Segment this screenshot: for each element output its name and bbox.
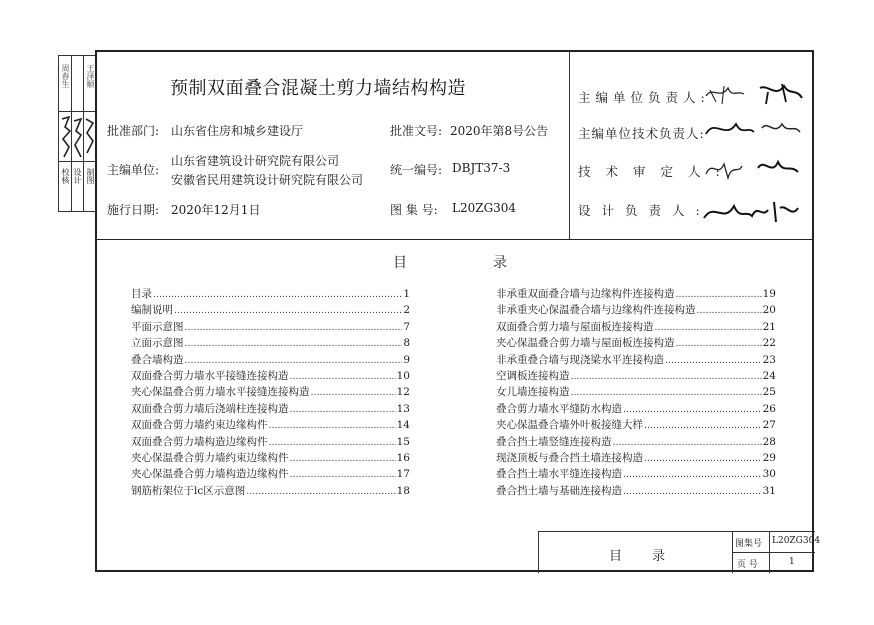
toc-leader-dots (290, 470, 396, 480)
toc-entry-page: 7 (403, 320, 410, 333)
toc-entry-page: 26 (762, 402, 776, 415)
side-label-1: 校核 (61, 168, 70, 184)
toc-entry (131, 368, 410, 382)
toc-leader-dots (623, 470, 762, 480)
toc-leader-dots (623, 487, 762, 497)
toc-entry-label: 夹心保温叠合剪力墙构造边缘构件 (131, 468, 289, 481)
toc-entry (496, 335, 776, 349)
toc-entry (496, 466, 776, 480)
toc-entry-page: 14 (396, 419, 410, 432)
title-block-atlas-value: L20ZG304 (772, 536, 821, 546)
toc-leader-dots (269, 421, 396, 431)
toc-entry-page: 19 (762, 288, 776, 300)
toc-entry (496, 483, 776, 497)
toc-leader-dots (185, 323, 403, 333)
side-signature-scribble (59, 113, 96, 163)
toc-entry (496, 417, 776, 431)
toc-entry (131, 434, 410, 448)
toc-entry-label: 平面示意图 (131, 320, 184, 333)
toc-entry (131, 286, 410, 300)
toc-entry-label: 双面叠合剪力墙后浇端柱连接构造 (131, 402, 289, 415)
toc-entry-label: 目录 (131, 288, 152, 300)
toc-entry (496, 401, 776, 415)
toc-entry-page: 15 (396, 435, 410, 448)
toc-entry-page: 2 (403, 304, 410, 317)
editor-unit-label: 主编单位: (107, 163, 160, 177)
toc-entry-page: 29 (762, 452, 776, 464)
sig-label-design: 设计负责人: (578, 203, 711, 218)
toc-leader-dots (246, 487, 395, 497)
effective-label: 施行日期: (107, 203, 160, 217)
title-block-page-value: 1 (789, 557, 795, 567)
toc-entry-page: 30 (762, 468, 776, 481)
toc-entry (496, 384, 776, 398)
toc-entry-label: 夹心保温叠合剪力墙水平接缝连接构造 (131, 386, 310, 399)
effective-date: 2020年12月1日 (171, 203, 261, 217)
toc-entry (131, 335, 410, 349)
toc-entry-label: 叠合挡土墙竖缝连接构造 (496, 435, 612, 448)
toc-entry-label: 非承重双面叠合墙与边缘构件连接构造 (496, 288, 675, 300)
signature-image (702, 78, 812, 238)
title-block-atlas-label: 图集号 (735, 539, 763, 549)
toc-leader-dots (269, 438, 396, 448)
toc-leader-dots (290, 372, 396, 382)
side-strip (58, 55, 96, 212)
toc-entry-label: 夹心保温叠合剪力墙与屋面板连接构造 (496, 337, 675, 350)
toc-heading-right: 录 (493, 255, 509, 271)
toc-entry-label: 立面示意图 (131, 337, 184, 350)
toc-entry (131, 417, 410, 431)
toc-entry-label: 夹心保温叠合墙外叶板接缝大样 (496, 419, 643, 432)
unified-no: DBJT37-3 (452, 161, 511, 175)
toc-entry-label: 女儿墙连接构造 (496, 386, 570, 399)
toc-entry-page: 27 (762, 419, 776, 432)
toc-entry-page: 20 (762, 304, 776, 317)
toc-entry (131, 401, 410, 415)
toc-entry-label: 叠合挡土墙水平缝连接构造 (496, 468, 622, 481)
toc-leader-dots (676, 339, 762, 349)
toc-leader-dots (290, 405, 396, 415)
side-name-1: 周春生 (61, 64, 70, 88)
toc-leader-dots (697, 306, 762, 316)
toc-entry (131, 319, 410, 333)
toc-entry-label: 叠合剪力墙水平缝防水构造 (496, 402, 622, 415)
toc-entry (496, 352, 776, 366)
toc-entry (496, 368, 776, 382)
toc-entry (496, 302, 776, 316)
toc-entry-page: 28 (762, 435, 776, 448)
sig-label-chief-unit: 主编单位负责人: (578, 90, 710, 105)
editor-unit-1: 山东省建筑设计研究院有限公司 (171, 154, 340, 168)
toc-entry-label: 钢筋桁架位于lc区示意图 (131, 484, 246, 497)
toc-entry-label: 叠合墙构造 (131, 353, 184, 366)
approval-dept-label: 批准部门: (107, 124, 160, 138)
toc-entry (131, 352, 410, 366)
toc-leader-dots (571, 372, 762, 382)
toc-leader-dots (290, 454, 396, 464)
toc-entry (131, 384, 410, 398)
toc-leader-dots (311, 388, 396, 398)
toc-entry-page: 24 (762, 370, 776, 382)
toc-entry-label: 现浇顶板与叠合挡土墙连接构造 (496, 452, 643, 464)
toc-entry-label: 双面叠合剪力墙水平接缝连接构造 (131, 370, 289, 382)
atlas-no-label: 图 集 号: (390, 203, 438, 217)
toc-entry-label: 双面叠合剪力墙与屋面板连接构造 (496, 320, 654, 333)
sig-label-chief-tech: 主编单位技术负责人: (578, 126, 705, 141)
toc-entry-page: 10 (396, 370, 410, 382)
toc-entry-page: 12 (396, 386, 410, 399)
header-bottom-rule (95, 239, 814, 240)
title-block-sheet-title-1: 目 (609, 549, 623, 564)
toc-leader-dots (153, 290, 402, 300)
toc-entry (496, 434, 776, 448)
toc-entry-page: 23 (762, 353, 776, 366)
toc-leader-dots (613, 438, 762, 448)
toc-entry-label: 双面叠合剪力墙构造边缘构件 (131, 435, 268, 448)
toc-leader-dots (185, 356, 403, 366)
toc-entry (496, 450, 776, 464)
atlas-no: L20ZG304 (452, 201, 517, 215)
toc-entry (496, 319, 776, 333)
toc-entry-page: 1 (403, 288, 410, 300)
approval-no: 2020年第8号公告 (450, 124, 549, 138)
toc-entry (131, 466, 410, 480)
toc-leader-dots (185, 339, 403, 349)
toc-leader-dots (676, 290, 762, 300)
page-title: 预制双面叠合混凝土剪力墙结构构造 (170, 78, 466, 99)
toc-entry-label: 夹心保温叠合剪力墙约束边缘构件 (131, 452, 289, 464)
editor-unit-2: 安徽省民用建筑设计研究院有限公司 (171, 173, 364, 187)
toc-entry (131, 450, 410, 464)
toc-leader-dots (644, 421, 762, 431)
title-block-sheet-title-2: 录 (652, 549, 666, 564)
toc-entry-page: 31 (762, 484, 776, 497)
toc-entry-page: 22 (762, 337, 776, 350)
toc-entry-page: 17 (396, 468, 410, 481)
toc-entry-label: 编制说明 (131, 304, 173, 317)
toc-entry-page: 9 (403, 353, 410, 366)
toc-entry-label: 非承重夹心保温叠合墙与边缘构件连接构造 (496, 304, 696, 317)
toc-entry-page: 16 (396, 452, 410, 464)
toc-entry-page: 25 (762, 386, 776, 399)
approval-no-label: 批准文号: (390, 124, 443, 138)
title-block-page-label: 页 号 (737, 560, 758, 570)
unified-no-label: 统一编号: (390, 163, 443, 177)
toc-entry-label: 非承重叠合墙与现浇梁水平连接构造 (496, 353, 664, 366)
toc-leader-dots (174, 306, 402, 316)
toc-leader-dots (571, 388, 762, 398)
toc-entry (131, 483, 410, 497)
side-label-2: 设计 (73, 168, 82, 184)
toc-entry-page: 13 (396, 402, 410, 415)
side-label-3: 制图 (86, 168, 95, 184)
toc-entry-label: 叠合挡土墙与基础连接构造 (496, 484, 622, 497)
header-divider (569, 51, 570, 239)
toc-entry-label: 双面叠合剪力墙约束边缘构件 (131, 419, 268, 432)
approval-dept: 山东省住房和城乡建设厅 (171, 124, 304, 138)
toc-entry-label: 空调板连接构造 (496, 370, 570, 382)
toc-leader-dots (644, 454, 762, 464)
toc-entry (496, 286, 776, 300)
toc-entry-page: 8 (403, 337, 410, 350)
toc-leader-dots (655, 323, 762, 333)
toc-leader-dots (665, 356, 762, 366)
toc-entry-page: 21 (762, 320, 776, 333)
toc-entry (131, 302, 410, 316)
toc-entry-page: 18 (396, 484, 410, 497)
toc-leader-dots (623, 405, 762, 415)
sig-label-review: 技术审定人: (578, 164, 735, 179)
side-name-2: 王泽顺 (86, 64, 95, 88)
title-block (538, 531, 821, 573)
toc-heading-left: 目 (393, 255, 409, 271)
